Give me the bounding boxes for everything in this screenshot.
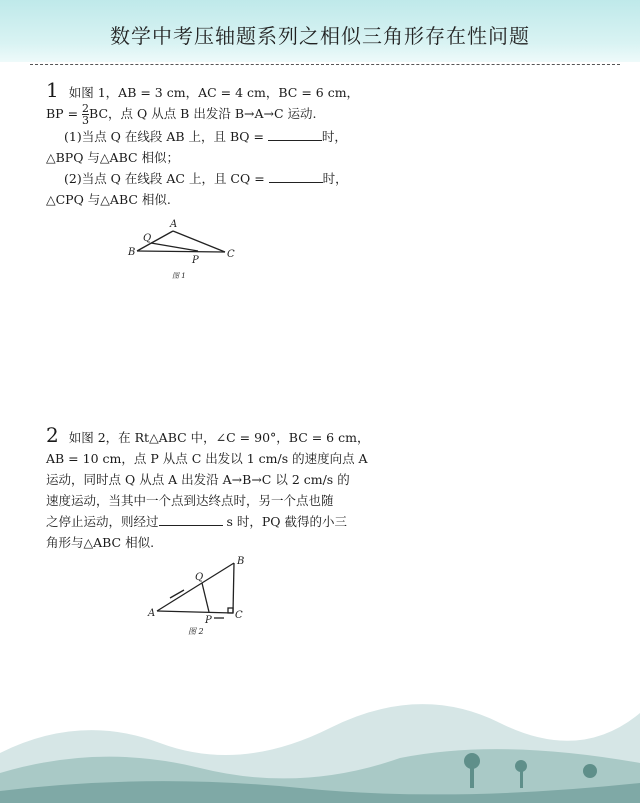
text: △BPQ 与△ABC 相似； — [46, 150, 180, 165]
label-q: Q — [195, 572, 204, 583]
landscape-decoration — [0, 673, 640, 803]
problem-number: 1 — [46, 78, 59, 102]
problem-2 — [46, 423, 370, 553]
text: 运动，同时点 Q 从点 A 出发沿 A→B→C 以 2 cm/s 的 — [46, 472, 350, 487]
text: △CPQ 与△ABC 相似. — [46, 192, 171, 207]
numerator: 2 — [82, 102, 90, 115]
text: 角形与△ABC 相似. — [46, 535, 155, 550]
text: (2)当点 Q 在线段 AC 上，且 CQ = — [64, 171, 269, 186]
figure-1 — [125, 215, 245, 285]
label-a: A — [170, 219, 178, 230]
answer-blank[interactable] — [268, 129, 322, 141]
text: 时， — [321, 129, 347, 144]
label-p: P — [205, 615, 212, 626]
text: s 时，PQ 截得的小三 — [226, 514, 348, 529]
header-banner — [0, 0, 640, 62]
label-c: C — [227, 249, 235, 260]
problem-1 — [46, 80, 362, 210]
text: (1)当点 Q 在线段 AB 上，且 BQ = — [64, 129, 268, 144]
label-p: P — [192, 255, 199, 266]
text: 如图 2，在 Rt△ABC 中，∠C = 90°，BC = 6 cm， — [68, 430, 370, 445]
text: 如图 1，AB = 3 cm，AC = 4 cm，BC = 6 cm， — [68, 85, 360, 100]
label-c: C — [235, 610, 243, 621]
fraction — [82, 103, 89, 126]
answer-blank[interactable] — [159, 514, 223, 526]
text: BP = — [46, 106, 83, 121]
denominator: 3 — [82, 114, 90, 127]
figure-caption: 图 2 — [188, 627, 204, 636]
label-b: B — [128, 247, 136, 258]
figure-2 — [145, 552, 255, 642]
figure-caption: 图 1 — [172, 272, 186, 280]
problem-number: 2 — [46, 423, 59, 447]
label-q: Q — [143, 233, 152, 244]
page-title: 数学中考压轴题系列之相似三角形存在性问题 — [110, 24, 530, 48]
divider — [30, 64, 620, 65]
text: AB = 10 cm，点 P 从点 C 出发以 1 cm/s 的速度向点 A — [46, 451, 368, 466]
answer-blank[interactable] — [269, 171, 323, 183]
text: 速度运动，当其中一个点到达终点时，另一个点也随 — [46, 493, 334, 508]
text: 之停止运动，则经过 — [46, 514, 159, 529]
label-a: A — [148, 608, 156, 619]
text: 时， — [322, 171, 348, 186]
label-b: B — [237, 556, 245, 567]
text: BC，点 Q 从点 B 出发沿 B→A→C 运动. — [89, 106, 317, 121]
